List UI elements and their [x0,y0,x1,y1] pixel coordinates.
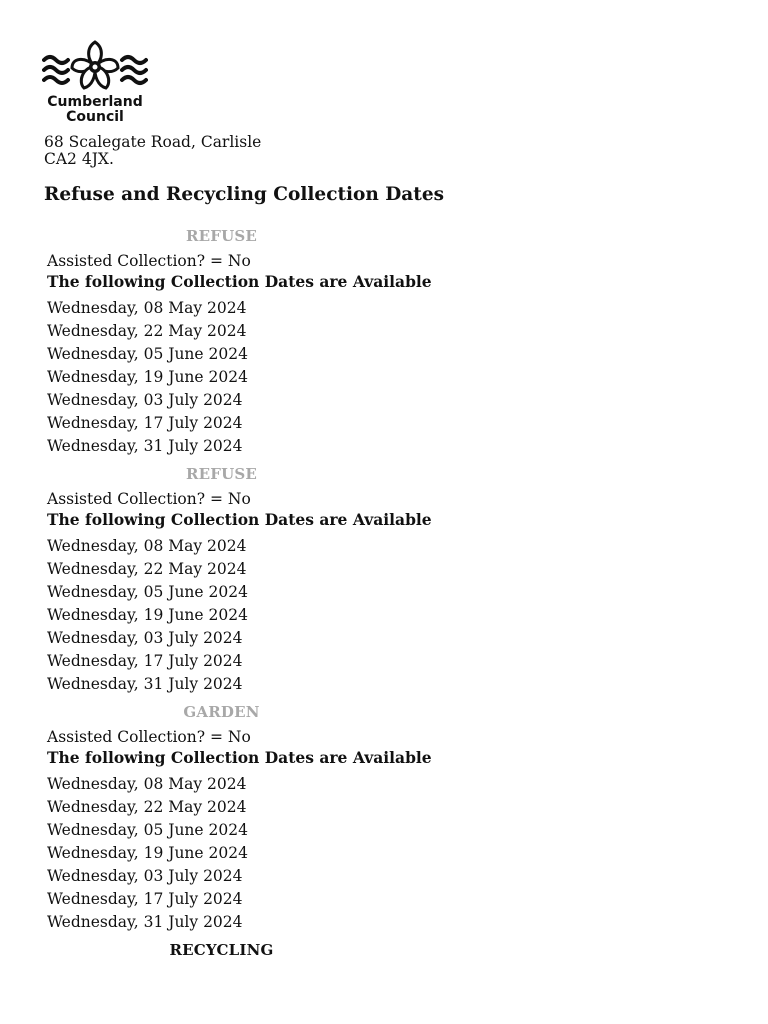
collection-date: Wednesday, 22 May 2024 [47,798,247,816]
collection-section-garden [47,702,432,934]
collection-date: Wednesday, 08 May 2024 [47,537,247,555]
page-title: Refuse and Recycling Collection Dates [44,184,445,205]
collection-date: Wednesday, 03 July 2024 [47,391,243,409]
address [44,134,744,168]
section-heading: REFUSE [185,465,258,483]
collection-date: Wednesday, 22 May 2024 [47,322,247,340]
assisted-collection-status: Assisted Collection? = No [47,728,251,746]
available-dates-heading: The following Collection Dates are Available [47,510,432,529]
collection-date: Wednesday, 05 June 2024 [47,345,248,363]
collection-date: Wednesday, 05 June 2024 [47,821,248,839]
collection-date: Wednesday, 17 July 2024 [47,414,243,432]
collection-date: Wednesday, 03 July 2024 [47,867,243,885]
collection-date: Wednesday, 17 July 2024 [47,890,243,908]
assisted-collection-status: Assisted Collection? = No [47,490,251,508]
council-logo [42,38,148,124]
collection-date-list [47,535,396,696]
address-line-1: 68 Scalegate Road, Carlisle [44,133,262,151]
collection-date: Wednesday, 19 June 2024 [47,844,248,862]
collection-section-refuse [47,226,432,458]
collection-date-list [47,773,396,934]
collection-section-recycling [47,940,396,960]
collection-date-list [47,297,396,458]
page [44,38,744,966]
assisted-collection-status: Assisted Collection? = No [47,252,251,270]
section-heading: RECYCLING [169,941,274,959]
collection-date: Wednesday, 22 May 2024 [47,560,247,578]
collection-date: Wednesday, 19 June 2024 [47,606,248,624]
available-dates-heading: The following Collection Dates are Available [47,272,432,291]
collection-date: Wednesday, 08 May 2024 [47,299,247,317]
collection-date: Wednesday, 19 June 2024 [47,368,248,386]
collection-date: Wednesday, 31 July 2024 [47,675,243,693]
section-heading: REFUSE [185,227,258,245]
collection-section-refuse [47,464,432,696]
collection-date: Wednesday, 31 July 2024 [47,913,243,931]
collection-sections [44,226,432,960]
logo-text-line1: Cumberland [47,94,143,110]
section-heading: GARDEN [183,703,260,721]
collection-date: Wednesday, 08 May 2024 [47,775,247,793]
logo-text-line2: Council [66,109,124,124]
collection-date: Wednesday, 17 July 2024 [47,652,243,670]
collection-date: Wednesday, 05 June 2024 [47,583,248,601]
address-line-2: CA2 4JX. [44,150,114,168]
collection-date: Wednesday, 03 July 2024 [47,629,243,647]
available-dates-heading: The following Collection Dates are Available [47,748,432,767]
collection-date: Wednesday, 31 July 2024 [47,437,243,455]
